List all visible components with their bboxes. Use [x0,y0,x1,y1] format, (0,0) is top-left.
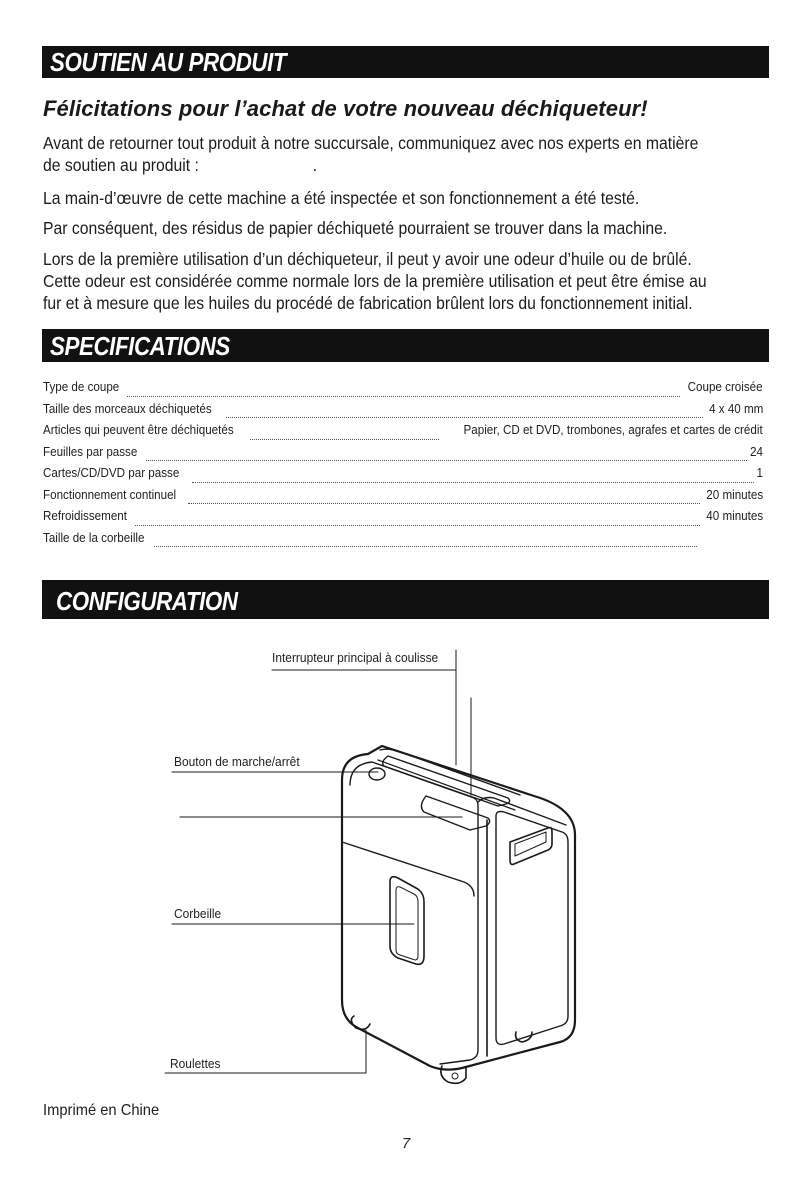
spec-label: Articles qui peuvent être déchiquetés [43,423,234,437]
spec-row [43,423,763,445]
dot-leader [192,482,754,483]
paragraph-inspected [43,187,763,209]
spec-label: Cartes/CD/DVD par passe [43,466,180,480]
spec-value: Papier, CD et DVD, trombones, agrafes et cartes de crédit [463,423,763,437]
spec-label: Taille de la corbeille [43,530,145,545]
text-line: fur et à mesure que les huiles du procédé de fabrication brûlent lors du fonctionnement initial. [43,293,693,313]
shredder-diagram [0,620,812,1095]
spec-row [43,509,763,531]
spec-label: Type de coupe [43,380,120,394]
callout-bin: Corbeille [174,906,222,921]
spec-label: Feuilles par passe [43,444,138,459]
spec-label: Refroidissement [43,509,128,523]
spec-value: 24 [750,444,763,459]
callout-power-button: Bouton de marche/arrêt [174,754,300,769]
spec-row [43,466,763,488]
dot-leader [226,417,702,418]
section-title: CONFIGURATION [56,586,238,616]
dot-leader [146,460,747,461]
spec-value: 1 [756,466,763,480]
spec-row [43,531,763,553]
text-line: Lors de la première utilisation d’un déchiqueteur, il peut y avoir une odeur d’huile ou de brûlé. [43,249,692,269]
section-banner-configuration [42,580,769,619]
spec-label: Fonctionnement continuel [43,487,177,502]
spec-value: 20 minutes [706,487,763,502]
spec-row [43,488,763,510]
dot-leader [250,439,439,440]
dot-leader [188,503,700,504]
page-number: 7 [401,1135,411,1152]
paragraph-odor [43,248,763,314]
spec-label: Taille des morceaux déchiquetés [43,401,212,416]
text-line: Cette odeur est considérée comme normale lors de la première utilisation et peut être émise au [43,271,707,291]
shredder-illustration [0,620,812,1095]
section-title: SPECIFICATIONS [50,331,230,361]
dot-leader [154,546,697,547]
section-title: SOUTIEN AU PRODUIT [50,47,287,77]
printed-in-label: Imprimé en Chine [43,1102,160,1119]
text-line: Avant de retourner tout produit à notre succursale, communiquez avec nos experts en matière [43,133,699,153]
spec-value: 4 x 40 mm [708,401,763,416]
section-banner-support [42,46,769,78]
dot-leader [127,396,680,397]
text-line: Par conséquent, des résidus de papier déchiqueté pourraient se trouver dans la machine. [43,218,668,238]
callout-main-switch: Interrupteur principal à coulisse [272,650,439,665]
spec-row [43,445,763,467]
section-banner-specifications [42,329,769,362]
text-line: La main-d’œuvre de cette machine a été inspectée et son fonctionnement a été testé. [43,188,640,208]
spec-value: Coupe croisée [688,380,763,394]
paragraph-residue [43,217,763,239]
spec-row [43,402,763,424]
paragraph-contact [43,132,763,176]
dot-leader [135,525,700,526]
callout-casters: Roulettes [170,1056,221,1071]
spec-row [43,380,763,402]
specifications-list [43,380,763,552]
congratulations-heading: Félicitations pour l’achat de votre nouveau déchiqueteur! [43,96,648,121]
spec-value: 40 minutes [706,509,763,523]
text-line: de soutien au produit : . [43,155,318,175]
